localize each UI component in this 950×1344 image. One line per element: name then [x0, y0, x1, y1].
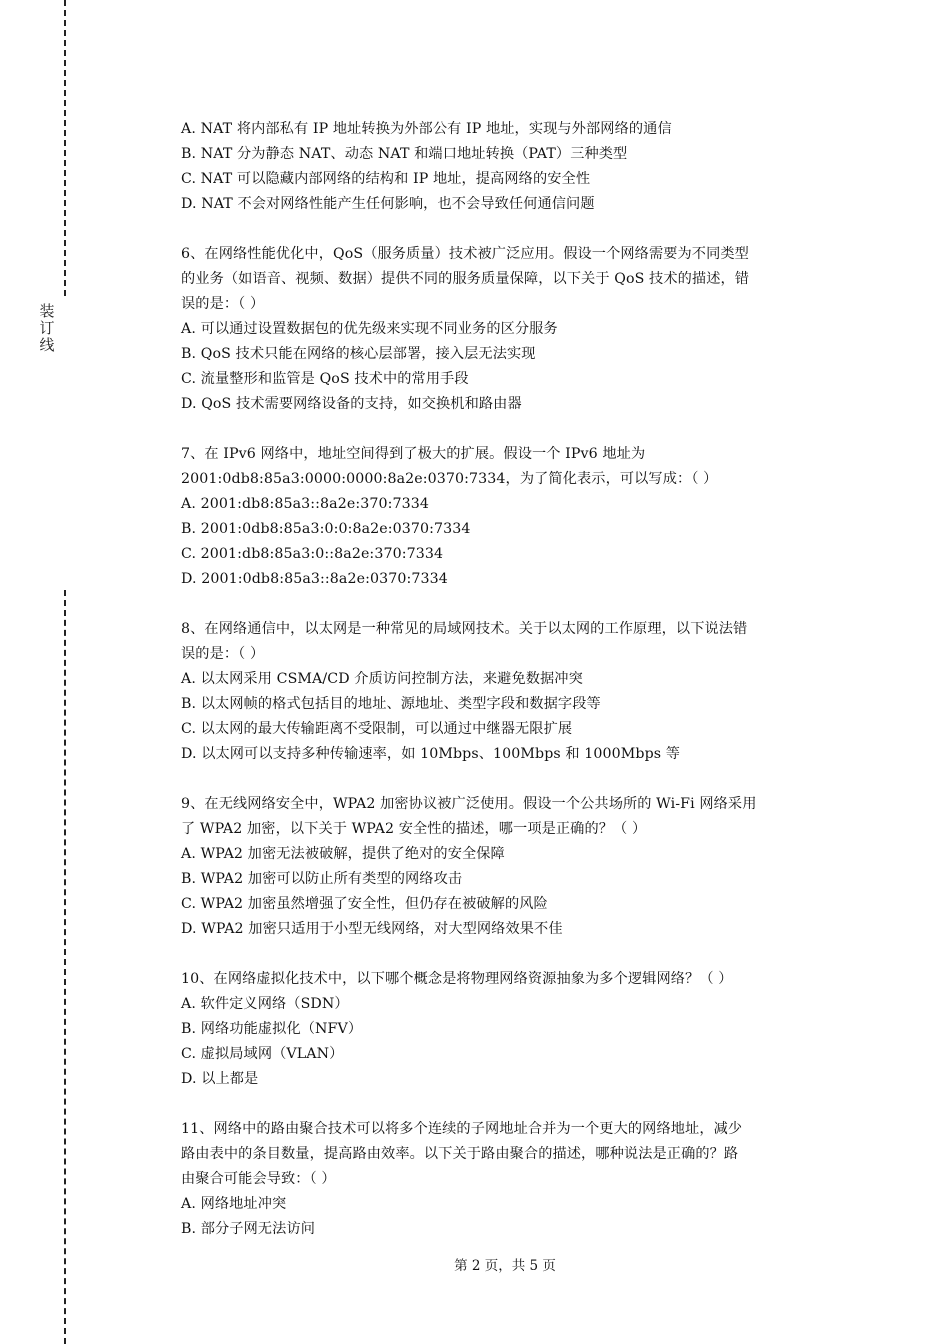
option-c: C. 流量整形和监管是 QoS 技术中的常用手段 [181, 371, 469, 387]
question-options [181, 992, 841, 1092]
stem-line: 10、在网络虚拟化技术中，以下哪个概念是将物理网络资源抽象为多个逻辑网络？（ ） [181, 971, 733, 987]
binding-label-char: 订 [39, 319, 55, 337]
binding-label-char: 装 [39, 302, 55, 320]
stem-line: 了 WPA2 加密，以下关于 WPA2 安全性的描述，哪一项是正确的？（ ） [181, 821, 647, 837]
option-a: A. WPA2 加密无法被破解，提供了绝对的安全保障 [181, 846, 505, 862]
question-options [181, 842, 841, 942]
stem-line: 11、网络中的路由聚合技术可以将多个连续的子网地址合并为一个更大的网络地址，减少 [181, 1121, 743, 1137]
page-number-label: 第 2 页，共 5 页 [454, 1258, 556, 1274]
question-options [181, 667, 841, 767]
option-c: C. 虚拟局域网（VLAN） [181, 1046, 344, 1062]
option-d: D. QoS 技术需要网络设备的支持，如交换机和路由器 [181, 396, 522, 412]
stem-line: 6、在网络性能优化中，QoS（服务质量）技术被广泛应用。假设一个网络需要为不同类型 [181, 246, 749, 262]
option-a: A. 2001:db8:85a3::8a2e:370:7334 [181, 496, 429, 512]
option-a: A. 可以通过设置数据包的优先级来实现不同业务的区分服务 [181, 321, 558, 337]
binding-dashed-line-bottom [64, 590, 66, 1344]
option-a: A. NAT 将内部私有 IP 地址转换为外部公有 IP 地址，实现与外部网络的通信 [181, 121, 672, 137]
question-options [181, 492, 841, 592]
option-b: B. 以太网帧的格式包括目的地址、源地址、类型字段和数据字段等 [181, 696, 601, 712]
exam-content [181, 117, 841, 1242]
question-8 [181, 617, 841, 767]
option-b: B. QoS 技术只能在网络的核心层部署，接入层无法实现 [181, 346, 536, 362]
stem-line: 误的是：（ ） [181, 646, 265, 662]
binding-line-label [38, 303, 56, 354]
option-d: D. 以上都是 [181, 1071, 259, 1087]
stem-line: 误的是：（ ） [181, 296, 265, 312]
question-5 [181, 117, 841, 217]
option-b: B. 部分子网无法访问 [181, 1221, 316, 1237]
question-options [181, 117, 841, 217]
question-stem [181, 967, 841, 992]
question-stem [181, 442, 841, 492]
question-6 [181, 242, 841, 417]
option-b: B. WPA2 加密可以防止所有类型的网络攻击 [181, 871, 463, 887]
question-10 [181, 967, 841, 1092]
option-b: B. NAT 分为静态 NAT、动态 NAT 和端口地址转换（PAT）三种类型 [181, 146, 628, 162]
question-options [181, 317, 841, 417]
option-c: C. 2001:db8:85a3:0::8a2e:370:7334 [181, 546, 444, 562]
page-footer [0, 1256, 950, 1276]
stem-line: 7、在 IPv6 网络中，地址空间得到了极大的扩展。假设一个 IPv6 地址为 [181, 446, 646, 462]
question-7 [181, 442, 841, 592]
option-a: A. 软件定义网络（SDN） [181, 996, 349, 1012]
stem-line: 2001:0db8:85a3:0000:0000:8a2e:0370:7334，为了简化表示，可以写成：（ ） [181, 471, 718, 487]
binding-dashed-line-top [64, 0, 66, 296]
stem-line: 9、在无线网络安全中，WPA2 加密协议被广泛使用。假设一个公共场所的 Wi-Fi 网络采用 [181, 796, 757, 812]
option-c: C. WPA2 加密虽然增强了安全性，但仍存在被破解的风险 [181, 896, 548, 912]
option-a: A. 以太网采用 CSMA/CD 介质访问控制方法，来避免数据冲突 [181, 671, 583, 687]
option-d: D. NAT 不会对网络性能产生任何影响，也不会导致任何通信问题 [181, 196, 595, 212]
stem-line: 由聚合可能会导致：（ ） [181, 1171, 336, 1187]
question-stem [181, 792, 841, 842]
binding-label-char: 线 [39, 336, 55, 354]
option-b: B. 2001:0db8:85a3:0:0:8a2e:0370:7334 [181, 521, 471, 537]
question-11 [181, 1117, 841, 1242]
stem-line: 的业务（如语音、视频、数据）提供不同的服务质量保障，以下关于 QoS 技术的描述，错 [181, 271, 750, 287]
option-c: C. NAT 可以隐藏内部网络的结构和 IP 地址，提高网络的安全性 [181, 171, 591, 187]
question-stem [181, 1117, 841, 1192]
question-options [181, 1192, 841, 1242]
option-b: B. 网络功能虚拟化（NFV） [181, 1021, 363, 1037]
option-a: A. 网络地址冲突 [181, 1196, 287, 1212]
question-stem [181, 617, 841, 667]
option-d: D. WPA2 加密只适用于小型无线网络，对大型网络效果不佳 [181, 921, 563, 937]
option-d: D. 以太网可以支持多种传输速率，如 10Mbps、100Mbps 和 1000Mbps 等 [181, 746, 681, 762]
stem-line: 路由表中的条目数量，提高路由效率。以下关于路由聚合的描述，哪种说法是正确的？路 [181, 1146, 739, 1162]
question-stem [181, 242, 841, 317]
question-9 [181, 792, 841, 942]
option-c: C. 以太网的最大传输距离不受限制，可以通过中继器无限扩展 [181, 721, 573, 737]
option-d: D. 2001:0db8:85a3::8a2e:0370:7334 [181, 571, 448, 587]
stem-line: 8、在网络通信中，以太网是一种常见的局域网技术。关于以太网的工作原理，以下说法错 [181, 621, 748, 637]
